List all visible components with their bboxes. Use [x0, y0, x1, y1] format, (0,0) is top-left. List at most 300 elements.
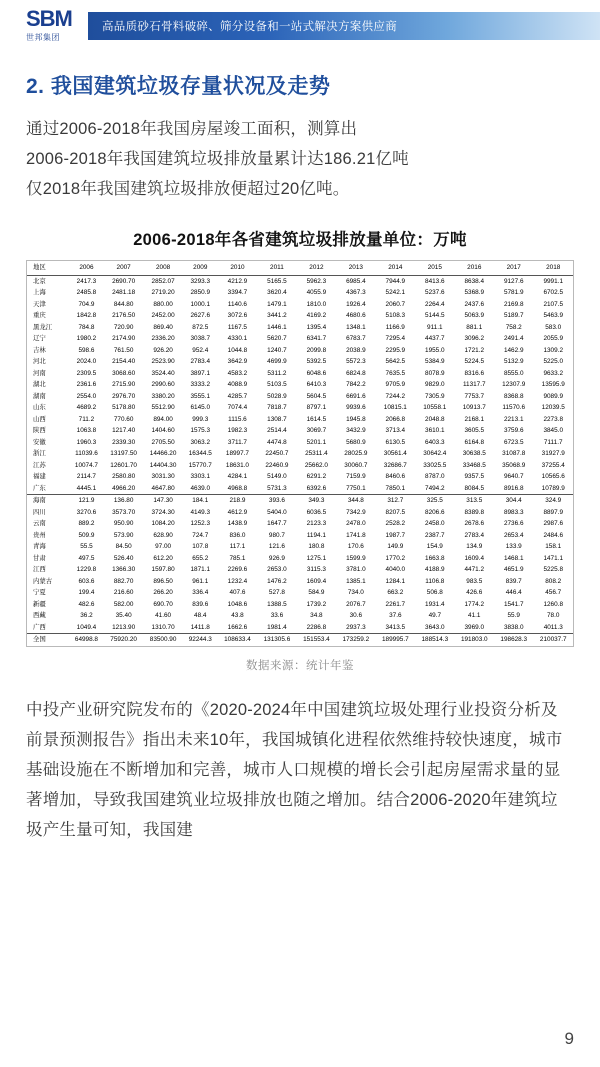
table-cell-value: 844.80 — [113, 300, 134, 308]
table-cell-value: 1194.1 — [306, 531, 326, 539]
table-cell-value: 5149.0 — [267, 473, 287, 480]
table-cell-value: 25311.4 — [305, 450, 328, 457]
table-cell-region: 陕西 — [33, 427, 46, 434]
table-cell-value: 6723.5 — [503, 438, 524, 446]
table-cell-region: 北京 — [33, 277, 46, 285]
table-cell-value: 5392.5 — [306, 358, 327, 365]
table-cell-value: 2937.3 — [346, 623, 366, 631]
table-cell-value: 5242.1 — [385, 289, 406, 296]
table-cell-value: 446.4 — [505, 589, 522, 596]
table-cell-value: 1140.6 — [227, 300, 247, 308]
table-cell-value: 3303.1 — [190, 473, 211, 480]
table-cell-value: 3605.5 — [464, 427, 485, 434]
table-cell-value: 3333.2 — [190, 381, 211, 388]
table-cell-value: 1471.1 — [543, 554, 563, 562]
table-cell-value: 5680.9 — [346, 438, 366, 446]
table-cell-value: 1310.70 — [151, 623, 175, 631]
table-cell-value: 3897.1 — [190, 369, 211, 377]
table-cell-value: 5165.5 — [267, 277, 287, 285]
table-cell-value: 12601.70 — [110, 461, 137, 469]
table-cell-value: 22460.9 — [265, 461, 289, 469]
table-cell-value: 952.4 — [192, 346, 209, 354]
table-cell-value: 30060.7 — [344, 461, 368, 469]
table-column-header: 2009 — [183, 261, 218, 275]
table-cell-value: 8413.6 — [425, 277, 445, 285]
table-cell-value: 1438.9 — [227, 520, 248, 527]
table-cell-value: 48.4 — [194, 612, 207, 619]
table-cell-value: 1395.4 — [306, 323, 327, 331]
table-cell-value: 11570.6 — [502, 404, 526, 411]
table-row — [27, 495, 573, 507]
table-cell-value: 7494.2 — [425, 484, 445, 492]
table-cell-region: 吉林 — [33, 346, 46, 354]
table-cell-value: 8084.5 — [464, 484, 485, 492]
table-cell-value: 83500.90 — [143, 634, 182, 646]
table-row — [27, 564, 573, 576]
logo-sub-text: 世邦集团 — [26, 33, 60, 42]
table-cell-value: 2783.4 — [190, 358, 211, 365]
table-cell-value: 216.60 — [113, 589, 134, 596]
table-cell-value: 5224.5 — [464, 358, 485, 365]
table-cell-value: 33025.5 — [423, 461, 447, 469]
table-cell-value: 1945.8 — [346, 415, 366, 423]
table-cell-value: 1647.7 — [267, 520, 287, 527]
table-row — [27, 322, 573, 334]
table-cell-value: 758.2 — [505, 323, 522, 331]
table-cell-value: 13595.9 — [541, 381, 565, 388]
table-cell-value: 2269.6 — [227, 566, 248, 573]
table-cell-value: 5178.80 — [112, 404, 136, 411]
table-cell-value: 7818.7 — [267, 404, 287, 411]
table-cell-value: 3432.9 — [346, 427, 366, 434]
table-cell-value: 35068.9 — [502, 461, 526, 469]
table-cell-value: 582.00 — [113, 600, 134, 608]
table-cell-value: 4445.1 — [76, 484, 97, 492]
table-cell-value: 4647.80 — [151, 484, 175, 492]
table-cell-value: 872.5 — [192, 323, 209, 331]
table-cell-value: 1229.8 — [76, 566, 97, 573]
table-cell-value: 64998.8 — [69, 634, 104, 646]
table-cell-value: 12039.5 — [541, 404, 565, 411]
table-cell-value: 37.6 — [389, 612, 402, 619]
table-cell-value: 1411.8 — [190, 623, 210, 631]
table-cell-value: 8916.8 — [503, 484, 524, 492]
table-cell-value: 3642.9 — [227, 358, 248, 365]
table-cell-value: 2295.9 — [385, 346, 406, 354]
table-cell-value: 6291.2 — [306, 473, 327, 480]
table-row — [27, 576, 573, 588]
table-cell-value: 1739.2 — [306, 600, 327, 608]
table-cell-value: 9640.7 — [503, 473, 524, 480]
table-cell-region: 江西 — [33, 566, 46, 573]
table-cell-value: 3068.60 — [112, 369, 136, 377]
table-cell-value: 3413.5 — [385, 623, 406, 631]
table-cell-value: 2174.90 — [112, 335, 136, 342]
table-cell-value: 880.00 — [153, 300, 173, 308]
table-cell-value: 33.6 — [270, 612, 284, 619]
table-column-header: 2017 — [494, 261, 533, 275]
table-cell-value: 2481.18 — [112, 289, 136, 296]
table-cell-value: 107.8 — [192, 543, 209, 550]
table-row — [27, 345, 573, 357]
table-cell-value: 324.9 — [533, 495, 573, 507]
table-cell-value: 506.8 — [426, 589, 443, 596]
table-cell-value: 2417.3 — [76, 277, 97, 285]
table-cell-value: 3711.7 — [227, 438, 247, 446]
table-column-header: 2006 — [69, 261, 104, 275]
table-row — [27, 610, 573, 622]
table-cell-value: 4088.9 — [227, 381, 248, 388]
table-cell-value: 6341.7 — [306, 335, 327, 342]
table-cell-value: 4680.6 — [346, 312, 366, 319]
table-cell-region: 四川 — [33, 508, 46, 516]
table-cell-value: 5103.5 — [267, 381, 287, 388]
table-cell-value: 14404.30 — [149, 461, 177, 469]
table-cell-value: 55.9 — [507, 612, 520, 619]
table-cell-value: 4169.2 — [306, 312, 327, 319]
table-cell-value: 1770.2 — [385, 554, 406, 562]
table-cell-value: 882.70 — [113, 577, 134, 585]
table-cell-value: 10789.9 — [541, 484, 565, 492]
table-cell-value: 1609.4 — [464, 554, 485, 562]
table-cell-value: 15770.7 — [188, 461, 212, 469]
table-cell-value: 8897.9 — [543, 508, 563, 516]
table-cell-value: 30642.4 — [423, 450, 447, 457]
table-cell-value: 1000.1 — [190, 300, 211, 308]
table-cell-value: 5144.5 — [425, 312, 445, 319]
table-cell-value: 4689.2 — [76, 404, 97, 411]
table-cell-value: 191803.0 — [455, 634, 494, 646]
table-cell-value: 7305.9 — [425, 392, 445, 400]
table-cell-value: 3573.70 — [112, 508, 136, 516]
table-cell-value: 6036.5 — [306, 508, 327, 516]
table-cell-value: 2990.60 — [151, 381, 175, 388]
table-cell-value: 808.2 — [545, 577, 562, 585]
table-cell-value: 3038.7 — [190, 335, 211, 342]
table-cell-value: 30561.4 — [383, 450, 407, 457]
table-cell-value: 25662.0 — [304, 461, 328, 469]
table-cell-value: 1842.8 — [76, 312, 97, 319]
table-cell-value: 426.6 — [466, 589, 483, 596]
table-column-header: 2016 — [455, 261, 494, 275]
table-cell-value: 43.8 — [231, 612, 244, 619]
table-head — [27, 261, 573, 275]
table-cell-value: 2336.20 — [151, 335, 175, 342]
table-cell-value: 134.9 — [466, 543, 483, 550]
table-row — [27, 622, 573, 634]
intro-line-2: 2006-2018年我国建筑垃圾排放量累计达186.21亿吨 — [26, 150, 409, 168]
table-column-header: 2007 — [104, 261, 143, 275]
table-cell-value: 2024.0 — [76, 358, 97, 365]
table-cell-value: 407.6 — [229, 589, 246, 596]
header-banner-text: 高品质砂石骨料破碎、筛分设备和一站式解决方案供应商 — [102, 21, 397, 33]
table-cell-value: 2653.0 — [267, 566, 287, 573]
table-cell-value: 1614.5 — [306, 415, 327, 423]
page-content — [0, 70, 600, 845]
table-cell-value: 2273.8 — [543, 415, 563, 423]
table-cell-value: 2783.4 — [464, 531, 485, 539]
table-cell-value: 6164.8 — [464, 438, 485, 446]
table-cell-value: 8368.8 — [503, 392, 524, 400]
table-cell-value: 5512.90 — [151, 404, 175, 411]
table-cell-value: 1284.1 — [385, 577, 406, 585]
table-cell-value: 983.5 — [466, 577, 483, 585]
table-cell-value: 4583.2 — [227, 369, 248, 377]
table-row — [27, 599, 573, 611]
table-cell-value: 4651.9 — [503, 566, 524, 573]
table-cell-value: 704.9 — [78, 300, 95, 308]
page-header — [0, 0, 600, 52]
table-cell-value: 151553.4 — [297, 634, 336, 646]
table-cell-value: 5225.0 — [543, 358, 563, 365]
table-cell-value: 8638.4 — [464, 277, 485, 285]
table-cell-value: 2286.8 — [306, 623, 327, 631]
table-cell-value: 734.0 — [347, 589, 364, 596]
table-cell-value: 7159.9 — [346, 473, 366, 480]
table-cell-value: 33468.5 — [462, 461, 486, 469]
table-cell-value: 2261.7 — [385, 600, 406, 608]
table-cell-value: 2627.6 — [190, 312, 211, 319]
table-cell-value: 950.90 — [113, 520, 134, 527]
intro-paragraph — [26, 114, 574, 204]
table-cell-value: 1252.3 — [190, 520, 211, 527]
table-cell-value: 121.9 — [69, 495, 104, 507]
table-cell-value: 2123.3 — [306, 520, 327, 527]
table-cell-value: 3610.1 — [425, 427, 445, 434]
table-cell-value: 199.4 — [78, 589, 95, 596]
table-cell-value: 1446.1 — [267, 323, 287, 331]
table-cell-value: 2850.9 — [190, 289, 211, 296]
table-cell-value: 724.7 — [192, 531, 209, 539]
table-cell-value: 28025.9 — [344, 450, 368, 457]
table-cell-value: 1663.8 — [425, 554, 445, 562]
table-cell-region: 安徽 — [33, 438, 46, 446]
table-cell-value: 1931.4 — [425, 600, 445, 608]
table-cell-value: 4330.1 — [227, 335, 248, 342]
table-cell-value: 189995.7 — [376, 634, 415, 646]
table-cell-region: 河南 — [33, 369, 46, 377]
table-cell-value: 4149.3 — [190, 508, 211, 516]
table-cell-value: 131305.6 — [257, 634, 296, 646]
table-cell-region: 上海 — [33, 289, 46, 296]
table-row — [27, 541, 573, 553]
table-cell-value: 4188.9 — [425, 566, 445, 573]
table-cell-value: 173259.2 — [336, 634, 375, 646]
table-cell-region: 黑龙江 — [33, 323, 53, 331]
table-cell-value: 1960.3 — [76, 438, 97, 446]
table-cell-value: 5731.3 — [267, 484, 287, 492]
table-cell-value: 926.9 — [268, 554, 285, 562]
data-table-container — [26, 260, 574, 647]
table-cell-value: 4040.0 — [385, 566, 406, 573]
table-cell-value: 1048.6 — [227, 600, 248, 608]
table-cell-value: 896.50 — [153, 577, 173, 585]
table-cell-value: 836.0 — [229, 531, 246, 539]
table-cell-value: 663.2 — [387, 589, 404, 596]
table-column-header: 2010 — [218, 261, 257, 275]
table-cell-value: 4699.9 — [267, 358, 287, 365]
table-cell-value: 1049.4 — [76, 623, 97, 631]
table-row — [27, 414, 573, 426]
table-cell-region: 宁夏 — [33, 589, 46, 596]
table-cell-value: 1926.4 — [346, 300, 366, 308]
table-cell-value: 3555.1 — [190, 392, 211, 400]
table-cell-value: 35.40 — [115, 612, 132, 619]
table-cell-region: 湖南 — [33, 392, 46, 400]
table-cell-value: 3969.0 — [464, 623, 485, 631]
table-cell-value: 2264.4 — [425, 300, 445, 308]
table-cell-value: 1166.9 — [385, 323, 405, 331]
table-cell-value: 6410.3 — [306, 381, 327, 388]
table-cell-value: 980.7 — [268, 531, 285, 539]
table-cell-value: 4966.20 — [112, 484, 136, 492]
table-row — [27, 448, 573, 460]
table-cell-value: 7753.7 — [464, 392, 485, 400]
table-row — [27, 402, 573, 414]
table-cell-value: 7342.9 — [346, 508, 366, 516]
table-cell-value: 344.8 — [336, 495, 375, 507]
table-cell-region: 重庆 — [33, 312, 46, 319]
table-cell-value: 7842.2 — [346, 381, 366, 388]
table-cell-value: 3838.0 — [503, 623, 524, 631]
table-row — [27, 275, 573, 287]
table-cell-value: 5225.8 — [543, 566, 563, 573]
table-row — [27, 379, 573, 391]
table-cell-value: 6824.8 — [346, 369, 366, 377]
table-cell-value: 2690.70 — [112, 277, 136, 285]
table-cell-value: 2514.4 — [267, 427, 287, 434]
table-cell-value: 2169.8 — [503, 300, 524, 308]
table-cell-value: 3781.0 — [346, 566, 366, 573]
table-cell-value: 2485.8 — [76, 289, 97, 296]
table-cell-region: 海南 — [27, 495, 69, 507]
header-banner — [88, 12, 600, 40]
table-cell-value: 497.5 — [78, 554, 95, 562]
table-cell-value: 2066.8 — [385, 415, 406, 423]
table-cell-value: 18631.0 — [225, 461, 249, 469]
table-column-header: 2012 — [297, 261, 336, 275]
table-cell-region: 全国 — [27, 634, 69, 646]
intro-line-1: 通过2006-2018年我国房屋竣工面积，测算出 — [26, 120, 358, 138]
table-cell-value: 2309.5 — [76, 369, 97, 377]
table-cell-value: 31087.8 — [502, 450, 526, 457]
table-cell-value: 5463.9 — [543, 312, 563, 319]
table-cell-value: 18997.7 — [225, 450, 249, 457]
table-cell-value: 1366.30 — [112, 566, 136, 573]
table-row — [27, 287, 573, 299]
table-cell-value: 8787.0 — [425, 473, 445, 480]
table-cell-value: 770.60 — [113, 415, 134, 423]
table-cell-region: 新疆 — [33, 600, 46, 608]
table-cell-value: 690.70 — [153, 600, 173, 608]
table-cell-value: 4968.8 — [227, 484, 248, 492]
table-cell-value: 4055.9 — [306, 289, 327, 296]
table-cell-value: 2736.6 — [503, 520, 524, 527]
table-cell-value: 9089.9 — [543, 392, 563, 400]
table-cell-value: 75920.20 — [104, 634, 143, 646]
table-cell-value: 2114.7 — [76, 473, 96, 480]
table-cell-value: 1541.7 — [503, 600, 524, 608]
table-cell-value: 1260.8 — [543, 600, 563, 608]
table-cell-region: 云南 — [33, 520, 46, 527]
table-cell-value: 839.6 — [192, 600, 209, 608]
table-cell-value: 4474.8 — [267, 438, 287, 446]
table-cell-region: 江苏 — [33, 461, 46, 469]
table-row — [27, 391, 573, 403]
table-cell-value: 84.50 — [115, 543, 132, 550]
table-cell-value: 312.7 — [376, 495, 415, 507]
table-cell-value: 3643.0 — [425, 623, 445, 631]
page-number: 9 — [564, 1029, 574, 1048]
table-cell-value: 583.0 — [545, 323, 562, 331]
table-cell-value: 1308.7 — [267, 415, 287, 423]
table-cell-value: 8460.6 — [385, 473, 406, 480]
table-cell-region: 广东 — [33, 484, 46, 492]
table-cell-value: 5781.9 — [503, 289, 524, 296]
table-cell-value: 628.90 — [153, 531, 173, 539]
table-cell-value: 2719.20 — [151, 289, 175, 296]
table-cell-value: 11317.7 — [462, 381, 486, 388]
table-cell-value: 9357.5 — [464, 473, 485, 480]
table-cell-value: 2491.4 — [503, 335, 524, 342]
table-cell-value: 6145.0 — [190, 404, 211, 411]
table-cell-value: 1774.2 — [464, 600, 485, 608]
table-cell-value: 8316.6 — [464, 369, 485, 377]
table-cell-value: 6048.6 — [306, 369, 327, 377]
table-row — [27, 333, 573, 345]
table-cell-value: 1741.8 — [346, 531, 366, 539]
table-cell-value: 9705.9 — [385, 381, 406, 388]
table-cell-value: 5028.9 — [267, 392, 287, 400]
table-cell-value: 711.2 — [78, 415, 95, 423]
table-cell-value: 2653.4 — [503, 531, 524, 539]
table-cell-value: 6403.3 — [425, 438, 445, 446]
table-cell-value: 5132.9 — [503, 358, 524, 365]
table-cell-value: 1213.90 — [112, 623, 136, 631]
table-cell-value: 761.50 — [113, 346, 134, 354]
table-cell-value: 184.1 — [183, 495, 218, 507]
section-title: 2. 我国建筑垃圾存量状况及走势 — [26, 75, 331, 98]
table-cell-region: 贵州 — [33, 531, 46, 539]
table-cell-value: 16344.5 — [188, 450, 212, 457]
table-cell-value: 1721.2 — [464, 346, 485, 354]
table-cell-value: 10558.1 — [423, 404, 447, 411]
table-cell-value: 34.8 — [310, 612, 323, 619]
table-cell-value: 136.80 — [104, 495, 143, 507]
table-row — [27, 368, 573, 380]
table-cell-value: 37255.4 — [541, 461, 565, 469]
table-cell-value: 3441.2 — [267, 312, 287, 319]
table-column-header: 2015 — [415, 261, 454, 275]
table-cell-value: 3524.40 — [151, 369, 175, 377]
table-cell-value: 526.40 — [113, 554, 134, 562]
table-cell-value: 3069.7 — [306, 427, 327, 434]
logo-mark-text: SBM — [26, 6, 72, 31]
table-cell-value: 584.9 — [308, 589, 325, 596]
table-cell-value: 869.40 — [153, 323, 173, 331]
table-cell-value: 509.9 — [78, 531, 95, 539]
table-row — [27, 518, 573, 530]
table-cell-value: 3724.30 — [151, 508, 175, 516]
table-cell-value: 5404.0 — [267, 508, 287, 516]
table-column-header: 2013 — [336, 261, 375, 275]
table-row — [27, 483, 573, 495]
table-cell-value: 158.1 — [545, 543, 562, 550]
table-cell-region: 辽宁 — [33, 335, 46, 342]
table-cell-value: 36.2 — [80, 612, 93, 619]
table-cell-value: 655.2 — [192, 554, 209, 562]
table-cell-value: 3845.0 — [543, 427, 563, 434]
